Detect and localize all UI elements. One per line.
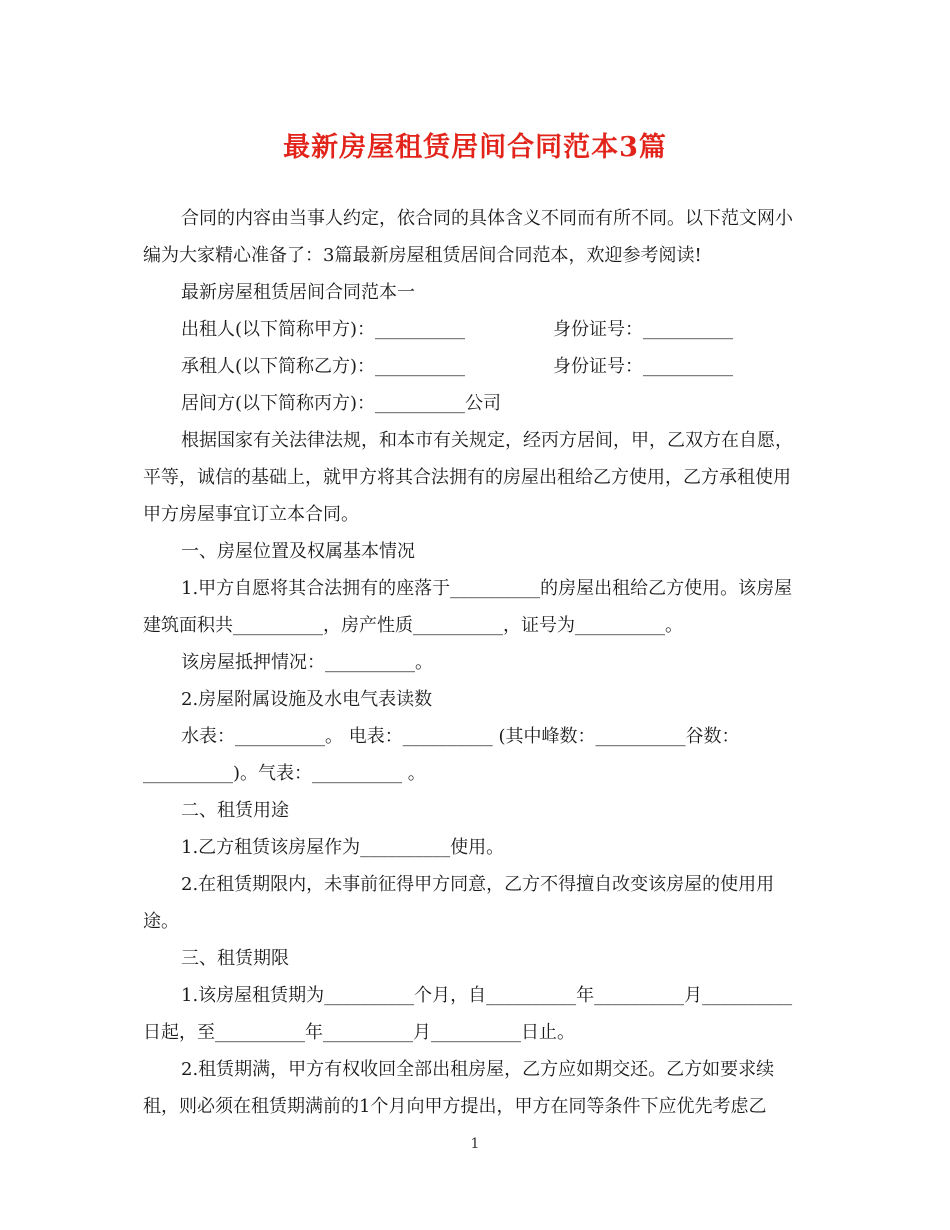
intro-paragraph: 合同的内容由当事人约定，依合同的具体含义不同而有所不同。以下范文网小编为大家精心准备了：3篇最新房屋租赁居间合同范本，欢迎参考阅读! xyxy=(143,208,793,266)
document-body xyxy=(143,200,803,1125)
sample-title: 最新房屋租赁居间合同范本一 xyxy=(181,282,415,303)
section-3-paragraph-1: 1.该房屋租赁期为__________个月，自__________年__________月__________日起，至__________年__________月__________日止。 xyxy=(143,985,793,1043)
section-3-paragraph-2: 2.租赁期满，甲方有权收回全部出租房屋，乙方应如期交还。乙方如要求续租，则必须在租赁期满前的1个月向甲方提出，甲方在同等条件下应优先考虑乙 xyxy=(143,1059,775,1117)
section-2-paragraph-1: 1.乙方租赁该房屋作为__________使用。 xyxy=(181,837,505,858)
document-title: 最新房屋租赁居间合同范本3篇 xyxy=(283,132,667,163)
section-3-heading: 三、租赁期限 xyxy=(181,948,289,969)
section-1-paragraph-1: 1.甲方自愿将其合法拥有的座落于__________的房屋出租给乙方使用。该房屋建筑面积共__________，房产性质__________，证号为__________。 xyxy=(143,578,793,636)
page-number: 1 xyxy=(470,1136,480,1152)
preamble-paragraph: 根据国家有关法律法规，和本市有关规定，经丙方居间，甲，乙双方在自愿，平等，诚信的基础上，就甲方将其合法拥有的房屋出租给乙方使用，乙方承租使用甲方房屋事宜订立本合同。 xyxy=(143,430,793,525)
party-c-field: 居间方(以下简称丙方)：__________公司 xyxy=(181,393,502,414)
party-a-id-field: 身份证号：__________ xyxy=(553,319,733,340)
section-1-paragraph-3: 2.房屋附属设施及水电气表读数 xyxy=(181,689,433,710)
party-a-field: 出租人(以下简称甲方)：__________ xyxy=(181,319,466,340)
section-1-paragraph-2: 该房屋抵押情况：__________。 xyxy=(181,652,433,673)
party-a-row xyxy=(181,311,803,348)
party-b-field: 承租人(以下简称乙方)：__________ xyxy=(181,356,466,377)
party-b-row xyxy=(181,348,803,385)
section-1-heading: 一、房屋位置及权属基本情况 xyxy=(181,541,415,562)
section-1-paragraph-4: 水表：__________。 电表：__________ (其中峰数：__________谷数：__________)。气表：__________ 。 xyxy=(143,726,740,784)
section-2-heading: 二、租赁用途 xyxy=(181,800,289,821)
party-b-id-field: 身份证号：__________ xyxy=(553,356,733,377)
section-2-paragraph-2: 2.在租赁期限内，未事前征得甲方同意，乙方不得擅自改变该房屋的使用用途。 xyxy=(143,874,775,932)
